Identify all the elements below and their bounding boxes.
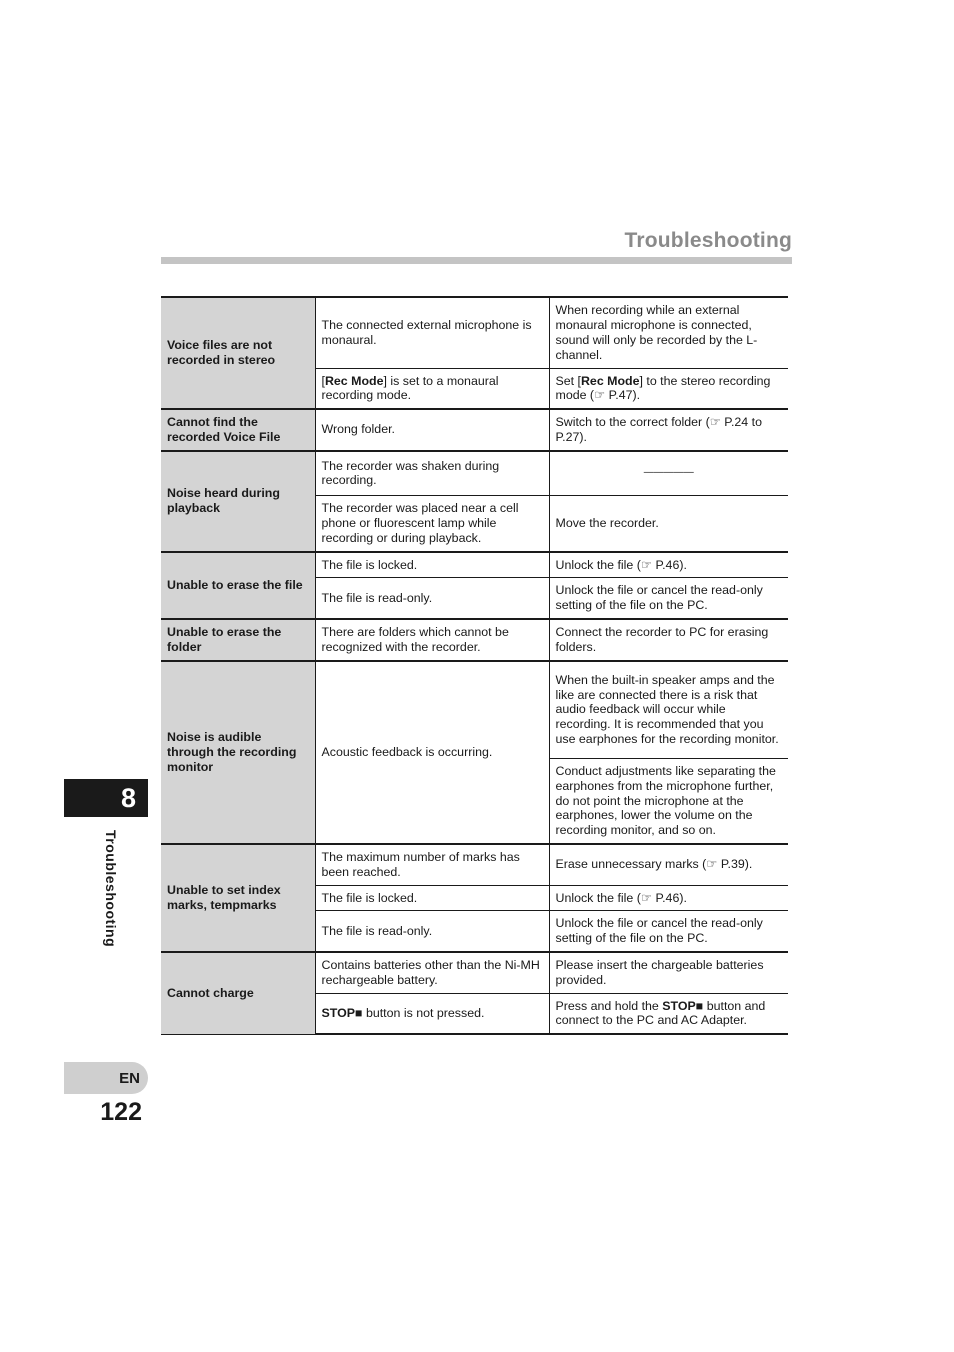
page-title: Troubleshooting xyxy=(624,229,792,252)
symptom-cell: Noise heard during playback xyxy=(161,451,315,552)
cause-cell: Wrong folder. xyxy=(315,409,549,451)
remedy-cell: Switch to the correct folder (☞ P.24 to P.27). xyxy=(549,409,788,451)
cause-cell: Acoustic feedback is occurring. xyxy=(315,661,549,844)
cause-cell: The connected external microphone is monaural. xyxy=(315,297,549,368)
cause-cell: [Rec Mode] is set to a monaural recording mode. xyxy=(315,368,549,409)
symptom-cell: Cannot find the recorded Voice File xyxy=(161,409,315,451)
remedy-cell: Move the recorder. xyxy=(549,496,788,552)
table-row xyxy=(161,451,788,496)
table-row xyxy=(161,409,788,451)
remedy-cell: Conduct adjustments like separating the earphones from the microphone further, do not point the microphone at the earphones, lower the volume on the recording monitor, and so on. xyxy=(549,759,788,844)
table-row xyxy=(161,619,788,661)
cause-cell: There are folders which cannot be recognized with the recorder. xyxy=(315,619,549,661)
remedy-cell: When the built-in speaker amps and the like are connected there is a risk that audio feedback will occur while recording. It is recommended that you use earphones for the recording monitor. xyxy=(549,661,788,759)
cause-cell: Contains batteries other than the Ni-MH rechargeable battery. xyxy=(315,952,549,993)
remedy-cell: Unlock the file or cancel the read-only setting of the file on the PC. xyxy=(549,578,788,619)
cause-cell: The file is read-only. xyxy=(315,911,549,952)
symptom-cell: Cannot charge xyxy=(161,952,315,1034)
language-badge: EN xyxy=(64,1062,148,1094)
symptom-cell: Unable to erase the file xyxy=(161,552,315,619)
remedy-cell: Please insert the chargeable batteries provided. xyxy=(549,952,788,993)
cause-cell: The maximum number of marks has been reached. xyxy=(315,844,549,885)
cause-cell: The file is read-only. xyxy=(315,578,549,619)
symptom-cell: Unable to erase the folder xyxy=(161,619,315,661)
header-rule xyxy=(161,257,792,264)
cause-cell: STOP■ button is not pressed. xyxy=(315,993,549,1034)
remedy-cell: Erase unnecessary marks (☞ P.39). xyxy=(549,844,788,885)
page-number: 122 xyxy=(100,1098,142,1126)
remedy-cell: Unlock the file (☞ P.46). xyxy=(549,552,788,578)
remedy-cell: ――――― xyxy=(549,451,788,496)
table-row xyxy=(161,552,788,578)
table-row xyxy=(161,844,788,885)
cause-cell: The recorder was shaken during recording. xyxy=(315,451,549,496)
table-row xyxy=(161,661,788,759)
remedy-cell: Connect the recorder to PC for erasing folders. xyxy=(549,619,788,661)
table-row xyxy=(161,297,788,368)
remedy-cell: Set [Rec Mode] to the stereo recording mode (☞ P.47). xyxy=(549,368,788,409)
remedy-cell: Unlock the file or cancel the read-only setting of the file on the PC. xyxy=(549,911,788,952)
remedy-cell: Press and hold the STOP■ button and connect to the PC and AC Adapter. xyxy=(549,993,788,1034)
remedy-cell: When recording while an external monaural microphone is connected, sound will only be recorded by the L-channel. xyxy=(549,297,788,368)
chapter-side-label: Troubleshooting xyxy=(103,830,119,948)
symptom-cell: Unable to set index marks, tempmarks xyxy=(161,844,315,952)
table-row xyxy=(161,952,788,993)
symptom-cell: Voice files are not recorded in stereo xyxy=(161,297,315,409)
troubleshooting-table xyxy=(161,296,788,1035)
symptom-cell: Noise is audible through the recording monitor xyxy=(161,661,315,844)
cause-cell: The file is locked. xyxy=(315,885,549,911)
cause-cell: The file is locked. xyxy=(315,552,549,578)
chapter-number-tab: 8 xyxy=(64,779,148,817)
remedy-cell: Unlock the file (☞ P.46). xyxy=(549,885,788,911)
cause-cell: The recorder was placed near a cell phone or fluorescent lamp while recording or during playback. xyxy=(315,496,549,552)
